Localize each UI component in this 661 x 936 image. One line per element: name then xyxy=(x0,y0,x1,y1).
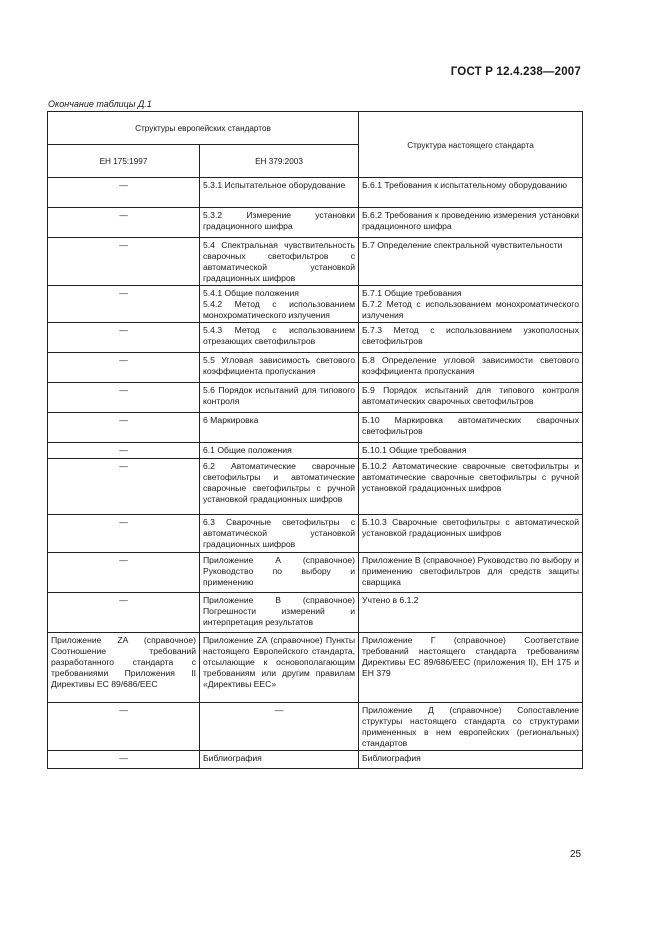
en175-cell: — xyxy=(48,553,200,593)
en175-cell: — xyxy=(48,286,200,323)
en379-cell: — xyxy=(200,703,359,751)
en175-cell: — xyxy=(48,413,200,443)
this-standard-cell: Б.6.2 Требования к проведению измерения установки градационного шифра xyxy=(359,208,583,238)
this-standard-cell: Приложение В (справочное) Руководство по выбору и применению светофильтров для средств защиты сварщика xyxy=(359,553,583,593)
en379-cell: 5.5 Угловая зависимость светового коэффициента пропускания xyxy=(200,353,359,383)
this-standard-cell: Б.10.3 Сварочные светофильтры с автоматической установкой градационных шифров xyxy=(359,515,583,553)
en379-cell: 6.3 Сварочные светофильтры с автоматической установкой градационных шифров xyxy=(200,515,359,553)
en175-cell: — xyxy=(48,383,200,413)
table-row xyxy=(48,515,583,553)
table-row xyxy=(48,238,583,286)
en175-header: ЕН 175:1997 xyxy=(48,145,200,178)
en379-cell: Библиография xyxy=(200,751,359,769)
this-standard-cell: Приложение Д (справочное) Сопоставление структуры настоящего стандарта со структурами примененных в нем европейских (региональных) стандартов xyxy=(359,703,583,751)
this-standard-header: Структура настоящего стандарта xyxy=(359,112,583,178)
this-standard-cell: Учтено в 6.1.2 xyxy=(359,593,583,633)
en379-cell: Приложение А (справочное) Руководство по выбору и применению xyxy=(200,553,359,593)
table-row xyxy=(48,413,583,443)
en175-cell: — xyxy=(48,353,200,383)
european-standards-header: Структуры европейских стандартов xyxy=(48,112,359,145)
en175-cell: — xyxy=(48,593,200,633)
en175-cell: — xyxy=(48,459,200,515)
en379-cell: 5.3.1 Испытательное оборудование xyxy=(200,178,359,208)
en175-cell: — xyxy=(48,323,200,353)
table-row xyxy=(48,459,583,515)
comparison-table xyxy=(47,111,583,769)
this-standard-cell: Приложение Г (справочное) Соответствие требований настоящего стандарта требованиям Директивы ЕС 89/686/ЕЕС (приложения II), ЕН 175 и ЕН 379 xyxy=(359,633,583,703)
this-standard-cell: Б.6.1 Требования к испытательному оборудованию xyxy=(359,178,583,208)
en379-cell: 6.1 Общие положения xyxy=(200,443,359,459)
en379-cell: 5.4.1 Общие положения 5.4.2 Метод с использованием монохроматического излучения xyxy=(200,286,359,323)
en175-cell: Приложение ZA (справочное) Соотношение требований разработанного стандарта с требованиями Приложения II Директивы ЕС 89/686/EEC xyxy=(48,633,200,703)
page-number: 25 xyxy=(570,849,582,860)
en379-cell: 5.4.3 Метод с использованием отрезающих светофильтров xyxy=(200,323,359,353)
en175-cell: — xyxy=(48,703,200,751)
table-caption: Окончание таблицы Д.1 xyxy=(48,99,152,109)
this-standard-cell: Библиография xyxy=(359,751,583,769)
table-row xyxy=(48,383,583,413)
this-standard-cell: Б.8 Определение угловой зависимости светового коэффициента пропускания xyxy=(359,353,583,383)
en175-cell: — xyxy=(48,238,200,286)
en175-cell: — xyxy=(48,515,200,553)
en379-cell: Приложение ZA (справочное) Пункты настоящего Европейского стандарта, отсылающие к основополагающим требованиям или другим правилам «Директивы ЕЕС» xyxy=(200,633,359,703)
en379-cell: 5.6 Порядок испытаний для типового контроля xyxy=(200,383,359,413)
this-standard-cell: Б.7.1 Общие требования Б.7.2 Метод с использованием монохроматического излучения xyxy=(359,286,583,323)
table-row xyxy=(48,751,583,769)
en379-cell: 5.4 Спектральная чувствительность сварочных светофильтров с автоматической установкой градационных шифров xyxy=(200,238,359,286)
en175-cell: — xyxy=(48,443,200,459)
en379-cell: 6 Маркировка xyxy=(200,413,359,443)
table-row xyxy=(48,443,583,459)
this-standard-cell: Б.10.2 Автоматические сварочные светофильтры и автоматические сварочные светофильтры с ручной установкой градационных шифров xyxy=(359,459,583,515)
this-standard-cell: Б.9 Порядок испытаний для типового контроля автоматических сварочных светофильтров xyxy=(359,383,583,413)
table-row xyxy=(48,323,583,353)
this-standard-cell: Б.7 Определение спектральной чувствительности xyxy=(359,238,583,286)
table-row xyxy=(48,286,583,323)
this-standard-cell: Б.10.1 Общие требования xyxy=(359,443,583,459)
en175-cell: — xyxy=(48,751,200,769)
this-standard-cell: Б.7.3 Метод с использованием узкополосных светофильтров xyxy=(359,323,583,353)
table-row xyxy=(48,208,583,238)
en175-cell: — xyxy=(48,208,200,238)
this-standard-cell: Б.10 Маркировка автоматических сварочных светофильтров xyxy=(359,413,583,443)
table-row xyxy=(48,178,583,208)
en379-cell: 6.2 Автоматические сварочные светофильтры и автоматические сварочные светофильтры с ручной установкой градационных шифров xyxy=(200,459,359,515)
table-row xyxy=(48,593,583,633)
standard-code: ГОСТ Р 12.4.238—2007 xyxy=(450,66,581,78)
table-row xyxy=(48,703,583,751)
table-row xyxy=(48,553,583,593)
en175-cell: — xyxy=(48,178,200,208)
en379-header: ЕН 379:2003 xyxy=(200,145,359,178)
en379-cell: 5.3.2 Измерение установки градационного шифра xyxy=(200,208,359,238)
en379-cell: Приложение В (справочное) Погрешности измерений и интерпретация результатов xyxy=(200,593,359,633)
table-row xyxy=(48,353,583,383)
table-row xyxy=(48,633,583,703)
